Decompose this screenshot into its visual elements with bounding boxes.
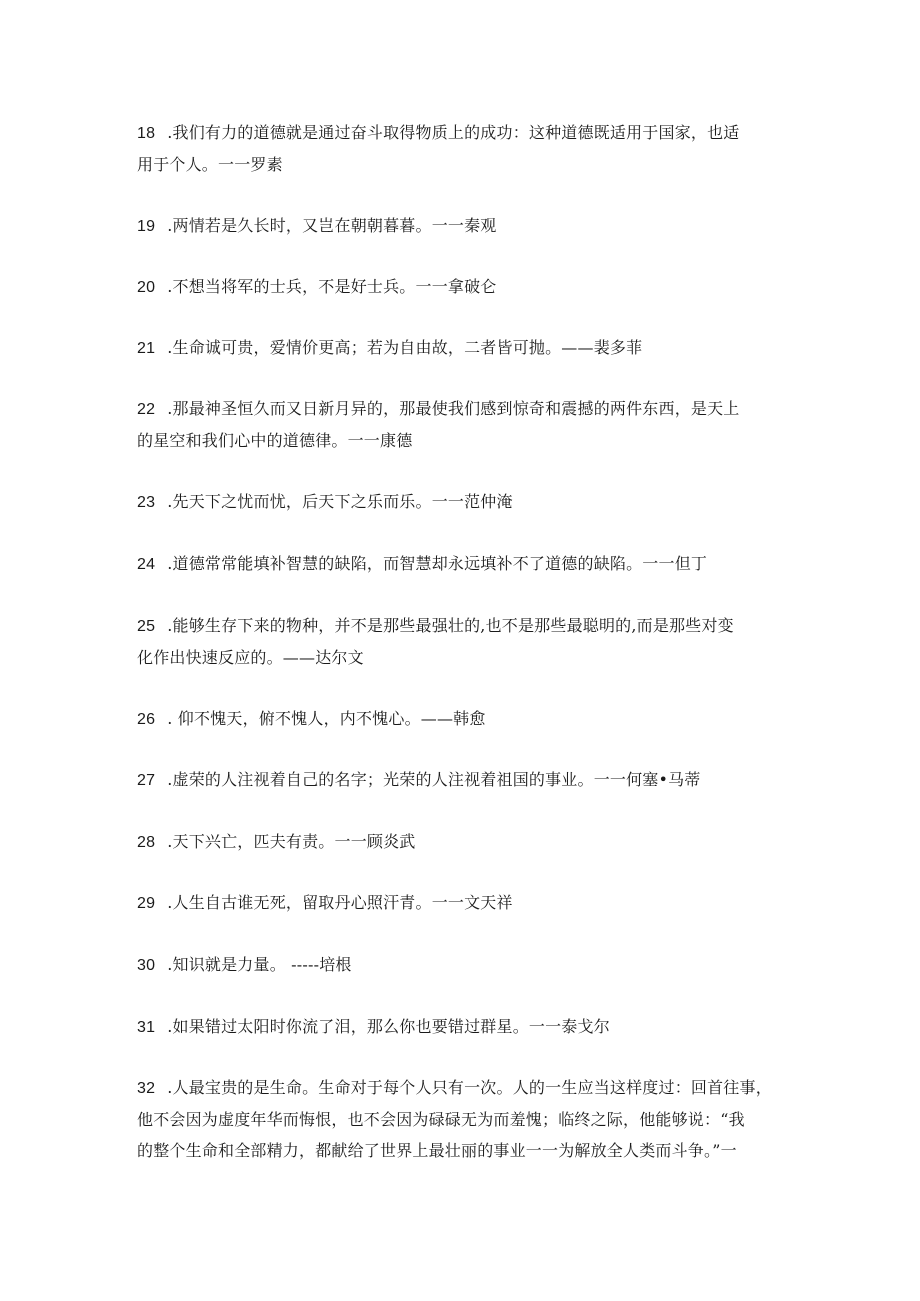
quote-text: .人生自古谁无死，留取丹心照汗青。一一文天祥 (167, 893, 513, 912)
quote-line (137, 703, 787, 735)
quote-text: .人最宝贵的是生命。生命对于每个人只有一次。人的一生应当这样度过：回首往事， (167, 1078, 772, 1097)
quote-item (137, 764, 787, 796)
quote-line (137, 887, 787, 919)
quote-number: 31 (137, 1019, 156, 1036)
quote-item (137, 887, 787, 919)
quote-line: 的整个生命和全部精力，都献给了世界上最壮丽的事业一一为解放全人类而斗争。”一 (137, 1141, 737, 1160)
quote-line (137, 548, 787, 580)
quote-text: .不想当将军的士兵，不是好士兵。一一拿破仑 (167, 277, 497, 296)
quote-number: 32 (137, 1080, 156, 1097)
quote-line (137, 271, 787, 303)
quote-text: .天下兴亡，匹夫有责。一一顾炎武 (167, 832, 416, 851)
quote-text: . 仰不愧天，俯不愧人，内不愧心。——韩愈 (167, 709, 486, 728)
quote-number: 23 (137, 494, 156, 511)
quote-number: 19 (137, 218, 156, 235)
quote-item (137, 393, 787, 456)
quote-number: 25 (137, 618, 156, 635)
quote-line (137, 486, 787, 518)
quote-number: 20 (137, 279, 156, 296)
quote-text: .先天下之忧而忧，后天下之乐而乐。一一范仲淹 (167, 492, 513, 511)
quote-line (137, 610, 787, 642)
quote-text: .两情若是久长时，又岂在朝朝暮暮。一一秦观 (167, 216, 497, 235)
quote-line (137, 332, 787, 364)
quote-number: 21 (137, 340, 156, 357)
quote-text: .如果错过太阳时你流了泪，那么你也要错过群星。一一泰戈尔 (167, 1017, 610, 1036)
quote-text: .知识就是力量。 -----培根 (167, 955, 352, 974)
quote-line: 化作出快速反应的。——达尔文 (137, 648, 364, 667)
quote-line (137, 949, 787, 981)
quote-number: 26 (137, 711, 156, 728)
quote-number: 30 (137, 957, 156, 974)
quote-line (137, 1072, 787, 1104)
quote-line (137, 826, 787, 858)
quote-item (137, 1011, 787, 1043)
quote-item (137, 826, 787, 858)
quote-line: 用于个人。一一罗素 (137, 155, 283, 174)
quote-line (137, 1011, 787, 1043)
quote-text: .虚荣的人注视着自己的名字；光荣的人注视着祖国的事业。一一何塞•马蒂 (167, 770, 701, 789)
quote-item (137, 949, 787, 981)
quote-number: 28 (137, 834, 156, 851)
quote-number: 22 (137, 401, 156, 418)
quote-item (137, 210, 787, 242)
quote-line (137, 764, 787, 796)
quote-number: 27 (137, 772, 156, 789)
quote-number: 24 (137, 556, 156, 573)
quote-item (137, 610, 787, 673)
quote-text: .我们有力的道德就是通过奋斗取得物质上的成功：这种道德既适用于国家，也适 (167, 123, 740, 142)
quote-item (137, 332, 787, 364)
quote-text: .能够生存下来的物种，并不是那些最强壮的,也不是那些最聪明的,而是那些对变 (167, 616, 734, 635)
quote-line (137, 210, 787, 242)
quote-item (137, 117, 787, 180)
quote-item (137, 548, 787, 580)
quote-item (137, 1072, 787, 1166)
quote-text: .生命诚可贵，爱情价更高；若为自由故，二者皆可抛。——裴多菲 (167, 338, 643, 357)
quote-item (137, 271, 787, 303)
quote-line: 的星空和我们心中的道德律。一一康德 (137, 431, 413, 450)
quote-number: 29 (137, 895, 156, 912)
quote-line (137, 393, 787, 425)
quote-number: 18 (137, 125, 156, 142)
quote-item (137, 486, 787, 518)
quote-text: .那最神圣恒久而又日新月异的，那最使我们感到惊奇和震撼的两件东西，是天上 (167, 399, 740, 418)
quote-item (137, 703, 787, 735)
quote-line: 他不会因为虚度年华而悔恨，也不会因为碌碌无为而羞愧；临终之际，他能够说：“我 (137, 1110, 745, 1129)
quote-text: .道德常常能填补智慧的缺陷，而智慧却永远填补不了道德的缺陷。一一但丁 (167, 554, 708, 573)
quote-line (137, 117, 787, 149)
